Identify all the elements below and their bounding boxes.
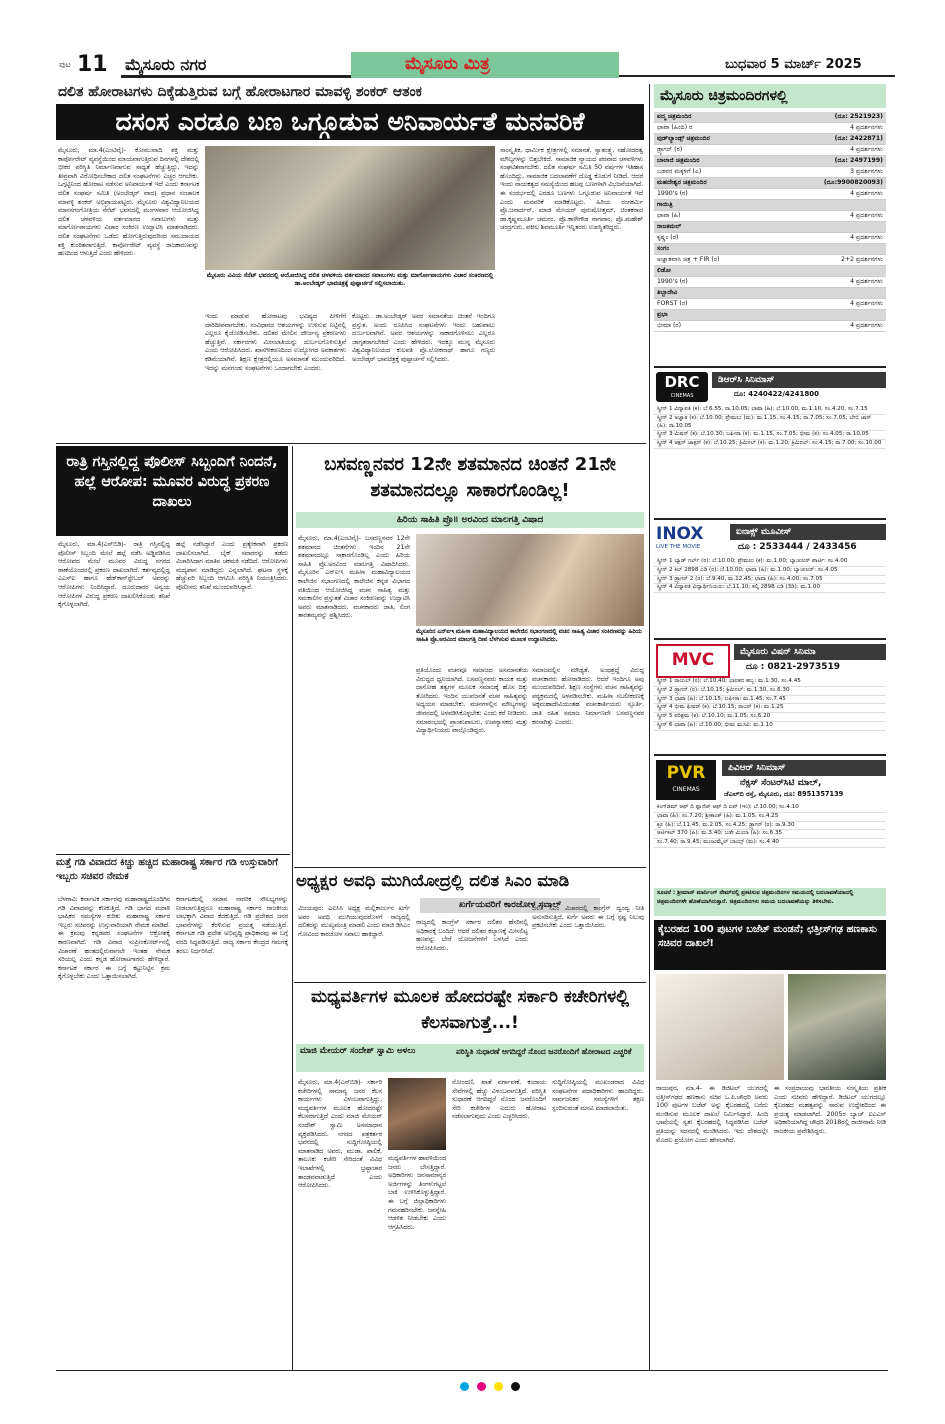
theatre-name: ಛಾವಾ (ಹಿ)	[654, 211, 773, 222]
theatre-row	[654, 233, 886, 244]
theatre-name: ಗಾಯಿತ್ರಿ	[654, 200, 773, 211]
story6-col4: ಸುದ್ದಿಗೋಷ್ಠಿಯಲ್ಲಿ ಮುಖಂಡರಾದ ವಿವಿಧ ಸಂಘಟನೆಗಳ ಪದಾಧಿಕಾರಿಗಳು ಹಾಜರಿದ್ದರು. ಸಾರ್ವಜನಿಕರ ಸಮಸ್ಯೆಗಳಿಗೆ ತಕ್ಷಣ ಸ್ಪಂದಿಸುವಂತೆ ಮನವಿ ಮಾಡಲಾಯಿತು.	[552, 1078, 644, 1112]
theatre-name: ಲಿಡೋ	[654, 266, 773, 277]
story1-kicker: ದಲಿತ ಹೋರಾಟಗಳು ದಿಕ್ಕೆಡುತ್ತಿರುವ ಬಗ್ಗೆ ಹೋರಾಟಗಾರ ಮಾವಳ್ಳಿ ಶಂಕರ್ ಆತಂಕ	[58, 84, 422, 100]
bottom-rule	[56, 1370, 888, 1371]
horizontal-rule-story3	[56, 854, 290, 855]
pvr-logo-text: PVR	[666, 763, 706, 783]
theatre-row	[654, 288, 886, 299]
theatre-row	[654, 200, 886, 211]
page-number: 11	[77, 52, 108, 77]
theatre-name: ಸಂಗಂ	[654, 244, 773, 255]
pvr-showtime-row: ಛಾವಾ (ಹಿ): ಸಂ.7.20; ಶ್ರೀಕಾಂತ್ (ಹಿ): ಮ.1.05, ಸಂ.4.25	[654, 813, 886, 822]
registration-dot	[460, 1382, 469, 1391]
theatre-detail: 4 ಪ್ರದರ್ಶನಗಳು	[773, 145, 886, 156]
theatres-title: ಮೈಸೂರು ಚಿತ್ರಮಂದಿರಗಳಲ್ಲಿ	[660, 88, 788, 104]
pvr-block	[654, 754, 886, 888]
mvc-title-bar	[734, 644, 886, 660]
story4-col2: ಪ್ರತಿಯೊಂದು ವಚನವೂ ಸಮಾಜದ ಅಸಮಾನತೆಯ ವಿರುದ್ಧದ ಧ್ವನಿಯಾಗಿದೆ. ಬಸವಣ್ಣನವರು ಕಾಯಕ ಮತ್ತು ದಾಸೋಹ ತತ್ವಗಳ ಮೂಲಕ ಸಮಾಜಕ್ಕೆ ಹೊಸ ದಿಕ್ಕು ತೋರಿದರು. ಇಂದಿನ ಯುವಜನತೆ ವಚನ ಸಾಹಿತ್ಯವನ್ನು ಅಧ್ಯಯನ ಮಾಡಬೇಕು. ವಚನಗಳಲ್ಲಿನ ಮೌಲ್ಯಗಳನ್ನು ಜೀವನದಲ್ಲಿ ಅಳವಡಿಸಿಕೊಳ್ಳಬೇಕು ಎಂದು ಕರೆ ನೀಡಿದರು. ಸಮಾರಂಭದಲ್ಲಿ ಪ್ರಾಂಶುಪಾಲರು, ಉಪನ್ಯಾಸಕರು ಮತ್ತು ವಿದ್ಯಾರ್ಥಿನಿಯರು ಪಾಲ್ಗೊಂಡಿದ್ದರು.	[416, 666, 528, 735]
theatre-row	[654, 112, 886, 123]
inox-showtime-row: ಸ್ಕ್ರೀನ್ 3 ಡ್ರ್ಯಾಗನ್ 2 (ರ): ಬೆ.9.40, ಮ.12.45; ಛಾವಾ (ಹಿ): ಸಂ.4.00; ಸಂ.7.05	[654, 576, 886, 585]
story7-col2: ಈ ಸಂಪ್ರದಾಯವು ಭಾರತೀಯ ಸಂಸ್ಕೃತಿಯ ಪ್ರತೀಕ ಎಂದು ಸಚಿವರು ಹೇಳಿದ್ದಾರೆ. ಡಿಜಿಟಲ್ ಯುಗದಲ್ಲೂ ಕೈಬರಹದ ಮಹತ್ವವನ್ನು ಸಾರುವ ಉದ್ದೇಶದಿಂದ ಈ ಪ್ರಯತ್ನ ಮಾಡಲಾಗಿದೆ. 2005ರ ಬ್ಯಾಚ್ ಐಎಎಸ್ ಅಧಿಕಾರಿಯಾಗಿದ್ದ ಚೌಧರಿ 2018ರಲ್ಲಿ ರಾಜೀನಾಮೆ ನೀಡಿ ರಾಜಕೀಯ ಪ್ರವೇಶಿಸಿದ್ದರು.	[774, 1084, 886, 1135]
pvr-showtime-row: ಕಿಂಗ್‌ಡಮ್ ಆಫ್ ದಿ ಪ್ಲಾನೆಟ್ ಆಫ್ ದಿ ಏಪ್ (ಇಂ): ಬೆ.10.00; ಸಂ.4.10	[654, 804, 886, 813]
theatre-row	[654, 156, 886, 167]
theatre-detail	[773, 200, 886, 211]
vertical-rule-right	[649, 84, 650, 1370]
drc-schedule	[654, 406, 886, 449]
inox-logo-text: INOX	[656, 524, 704, 544]
drc-showtime-row: ಸ್ಕ್ರೀನ್ 1 ವಿದ್ಯಾಪತಿ (ಕ): ಬೆ.6.55, ರಾ.10.05; ಛಾವಾ (ಹಿ): ಬೆ.10.00, ಮ.1.10, ಸಂ.4.20, ಸಂ.7.15	[654, 406, 886, 415]
theatre-name: ಛಾವಾ (ಹಿಂದಿ) ರ	[654, 123, 773, 134]
header-underline	[619, 75, 895, 77]
story4-headline: ಬಸವಣ್ಣನವರ 12ನೇ ಶತಮಾನದ ಚಿಂತನೆ 21ನೇ ಶತಮಾನದಲ್ಲೂ ಸಾಕಾರಗೊಂಡಿಲ್ಲ!	[324, 454, 616, 501]
story1-headline: ದಸಂಸ ಎರಡೂ ಬಣ ಒಗ್ಗೂಡುವ ಅನಿವಾರ್ಯತೆ ಮನವರಿಕೆ	[56, 104, 644, 140]
theatre-name: ಬಡವರ ಮಕ್ಕಳಿಗೆ (ಎ)	[654, 167, 773, 178]
theatre-name: ಭೀಮಾ (ರ)	[654, 321, 773, 332]
mvc-showtime-row: ಸ್ಕ್ರೀನ್ 2 ಡ್ರ್ಯಾಗನ್ (ರ): ಬೆ.10.15; ಕ್ರಿಮಿನಲ್: ಮ.1.30, ಸಂ.6.30	[654, 687, 886, 696]
inox-showtime-row: ಸ್ಕ್ರೀನ್ 2 ಕಿಲ್ 2898 ಎಡಿ (ರ): ಬೆ.10.00; ಛಾವಾ (ಹಿ): ಮ.1.00; ಬ್ಯಾಚುಲರ್: ಸಂ.4.05	[654, 567, 886, 576]
theatre-row	[654, 178, 886, 189]
theatre-detail: 4 ಪ್ರದರ್ಶನಗಳು	[773, 123, 886, 134]
theatre-name: ರಾಜಕಮಲ್	[654, 222, 773, 233]
theatre-detail	[773, 222, 886, 233]
drc-block	[654, 366, 886, 516]
story5-col3: ದಲಿತ ಸಿಎಂ ವಿಚಾರದಲ್ಲಿ ಕಾಂಗ್ರೆಸ್ ದ್ವಂದ್ವ ನೀತಿ ಅನುಸರಿಸುತ್ತಿದೆ. ಖರ್ಗೆ ಅವರು ಈ ಬಗ್ಗೆ ಸ್ಪಷ್ಟ ನಿಲುವು ಪ್ರಕಟಿಸಬೇಕು ಎಂದು ಒತ್ತಾಯಿಸಿದರು.	[532, 904, 644, 930]
theatre-detail: 4 ಪ್ರದರ್ಶನಗಳು	[773, 321, 886, 332]
theatre-row	[654, 167, 886, 178]
story1-col4: ಸಾಂಸ್ಕೃತಿಕ, ಧಾರ್ಮಿಕ ಕ್ಷೇತ್ರಗಳಲ್ಲಿ ಸಮಾನತೆ, ಸ್ವಾತಂತ್ರ್ಯ, ಸಹೋದರತ್ವ ಮೌಲ್ಯಗಳನ್ನು ಬಿತ್ತಬೇಕಿದೆ. ಸಾಮಾಜಿಕ ನ್ಯಾಯದ ಪರವಾದ ಚಳವಳಿಗಳು ಸಂಘಟಿತವಾಗಬೇಕು. ದಲಿತ ಸಂಘರ್ಷ ಸಮಿತಿ 50 ವರ್ಷಗಳ ಇತಿಹಾಸ ಹೊಂದಿದ್ದು, ಸಾಮಾಜಿಕ ಬದಲಾವಣೆಗೆ ದೊಡ್ಡ ಕೊಡುಗೆ ನೀಡಿದೆ. ಆದರೆ ಇಂದು ನಾಯಕತ್ವದ ಸಮಸ್ಯೆಯಿಂದ ಹಲವು ಬಣಗಳಾಗಿ ವಿಭಜನೆಯಾಗಿದೆ. ಈ ಸಂದರ್ಭದಲ್ಲಿ ಎರಡೂ ಬಣಗಳು ಒಗ್ಗೂಡುವ ಅನಿವಾರ್ಯತೆ ಇದೆ ಎಂದು ಮನವರಿಕೆ ಮಾಡಿಕೊಟ್ಟರು. ಹಿರಿಯ ರಂಗಕರ್ಮಿ ಪ್ರೊ.ಜನಾರ್ದನ್, ಮಾಜಿ ಮೇಯರ್ ಪುರುಷೋತ್ತಮ್, ಚಿಂತಕರಾದ ಡಾ.ಕೃಷ್ಣಮೂರ್ತಿ ಚಮರಂ, ಪ್ರೊ.ಕಾಳೇಗೌಡ ನಾಗವಾರ, ಪ್ರೊ.ಮಹೇಶ್ ಚಂದ್ರಗುರು, ವಕೀಲ ಶಿವಮೂರ್ತಿ ಇನ್ನಿತರರು ಉಪಸ್ಥಿತರಿದ್ದರು.	[500, 146, 643, 232]
story1-col1: ಮೈಸೂರು, ಮಾ.4(ಎಂಟಿವೈ)- ಕೋಮುವಾದಿ ಶಕ್ತಿ ಮತ್ತು ಕಾರ್ಪೋರೇಟ್ ವ್ಯವಸ್ಥೆಯಿಂದ ಮಾಯವಾಗುತ್ತಿರುವ ದಿನಗಳಲ್ಲಿ ದೇಶದಲ್ಲಿ ಭೀಕರ ಪರಿಸ್ಥಿತಿ ನಿರ್ಮಾಣವಾಗುವ ಸಾಧ್ಯತೆ ಹೆಚ್ಚುತ್ತಿದ್ದು, ಇದನ್ನು ತೀವ್ರವಾಗಿ ವಿರೋಧಿಸಬೇಕಾದ ದಲಿತ ಸಂಘಟನೆಗಳು ಎಚ್ಚರ ಆಗಬೇಕು. ಒಗ್ಗಟ್ಟಿನಿಂದ ಹೋರಾಟ ನಡೆಸುವ ಅನಿವಾರ್ಯತೆ ಇದೆ ಎಂದು ಕರ್ನಾಟಕ ದಲಿತ ಸಂಘರ್ಷ ಸಮಿತಿ (ಅಂಬೇಡ್ಕರ್ ವಾದ) ಪ್ರಧಾನ ಸಂಚಾಲಕ ಮಾವಳ್ಳಿ ಶಂಕರ್ ಅಭಿಪ್ರಾಯಪಟ್ಟರು. ಮೈಸೂರು ವಿಶ್ವವಿದ್ಯಾನಿಲಯದ ಮಾನಸಗಂಗೋತ್ರಿಯ ಸೆನೆಟ್ ಭವನದಲ್ಲಿ ಮಂಗಳವಾರ ಆಯೋಜಿಸಿದ್ದ ದಲಿತ ಚಳವಳಿಯ ವರ್ತಮಾನದ ಸವಾಲುಗಳು ಮತ್ತು ಮಾರ್ಗೋಪಾಯಗಳು ವಿಚಾರ ಸಂಕಿರಣ ಉದ್ಘಾಟಿಸಿ ಮಾತನಾಡಿದರು. ದಲಿತ ಸಂಘಟನೆಗಳು ಒಡೆದು ಹೋಗುತ್ತಿರುವುದರಿಂದ ಸಮುದಾಯದ ಶಕ್ತಿ ಕುಂಠಿತವಾಗುತ್ತಿದೆ. ಕಾರ್ಪೋರೇಟ್ ವ್ಯವಸ್ಥೆ ರಾಜಕಾರಣವನ್ನು ಹಣದಿಂದ ಆಳುತ್ತಿದೆ ಎಂದು ಹೇಳಿದರು.	[58, 146, 199, 258]
inox-block	[654, 518, 886, 636]
inox-schedule	[654, 558, 886, 593]
theatre-row	[654, 211, 886, 222]
story4-photo-caption: ಮೈಸೂರಿನ ಎನ್‌ಐಇ ಮಹಿಳಾ ಮಹಾವಿದ್ಯಾಲಯದ ಕಾಲೇಜಿನ ಸಭಾಂಗಣದಲ್ಲಿ ವಚನ ಸಾಹಿತ್ಯ ವಿಚಾರ ಸಂಕಿರಣವನ್ನು ಹಿರಿಯ ಸಾಹಿತಿ ಪ್ರೊ.ಅರವಿಂದ ಮಾಲಗತ್ತಿ ದೀಪ ಬೆಳಗಿಸುವ ಮೂಲಕ ಉದ್ಘಾಟಿಸಿದರು.	[416, 629, 642, 643]
story1-col3: ಕೊಟ್ಟರು. ಡಾ.ಅಂಬೇಡ್ಕರ್ ಅವರ ಸಮಾನತೆಯ ಚಿಂತನೆ ಇಂದಿಗೂ ಪ್ರಸ್ತುತ. ಅಂದು ರೂಪಿಸಿದ ಸಂಘಟನೆಗಳು ಇಂದು ಬಹುಪಾಲು ದುರ್ಬಲವಾಗಿವೆ. ಅವರ ಆಶಯಗಳನ್ನು ಸಾಕಾರಗೊಳಿಸಲು ಎಲ್ಲರೂ ಜಾಗೃತರಾಗಬೇಕಿದೆ ಎಂದು ಹೇಳಿದರು. ಇದಕ್ಕೂ ಮುನ್ನ ಮೈಸೂರು ವಿಶ್ವವಿದ್ಯಾನಿಲಯದ ಕುಲಪತಿ ಪ್ರೊ.ಲೋಕನಾಥ್ ಹಾಗೂ ಗಣ್ಯರು ಅಂಬೇಡ್ಕರ್ ಭಾವಚಿತ್ರಕ್ಕೆ ಪುಷ್ಪಾರ್ಚನೆ ಸಲ್ಲಿಸಿದರು.	[352, 312, 495, 363]
drc-logo-sub: CINEMAS	[670, 393, 694, 399]
story6-portrait	[388, 1078, 446, 1150]
theatre-row	[654, 123, 886, 134]
horizontal-rule-story1	[56, 443, 646, 444]
horizontal-rule-story5	[294, 867, 646, 868]
story7-photo-budget	[656, 974, 784, 1080]
story3-col1: ಬೆಳಗಾವಿ: ಕರ್ನಾಟಕ ಸರ್ಕಾರವು ಮಹಾರಾಷ್ಟ್ರದೊಂದಿಗಿನ ಗಡಿ ವಿವಾದವನ್ನು ಕೆಣಕುತ್ತಿದೆ. ಗಡಿ ಭಾಗದ ಮರಾಠಿ ಭಾಷಿಕರ ಸಮಸ್ಯೆಗಳ ಕುರಿತು ಮಹಾರಾಷ್ಟ್ರ ಸರ್ಕಾರ ಇಬ್ಬರು ಸಚಿವರನ್ನು ಉಸ್ತುವಾರಿಯಾಗಿ ನೇಮಕ ಮಾಡಿದೆ. ಈ ಕ್ರಮವು ಕನ್ನಡಪರ ಸಂಘಟನೆಗಳ ಆಕ್ರೋಶಕ್ಕೆ ಕಾರಣವಾಗಿದೆ. ಗಡಿ ವಿವಾದ ಸುಪ್ರೀಂಕೋರ್ಟ್‌ನಲ್ಲಿ ವಿಚಾರಣೆ ಹಂತದಲ್ಲಿರುವಾಗಲೇ ಇಂತಹ ನೇಮಕ ಸರಿಯಲ್ಲ ಎಂದು ಕನ್ನಡ ಹೋರಾಟಗಾರರು ಹೇಳಿದ್ದಾರೆ. ಕರ್ನಾಟಕ ಸರ್ಕಾರ ಈ ಬಗ್ಗೆ ಕಟ್ಟುನಿಟ್ಟಿನ ಕ್ರಮ ಕೈಗೊಳ್ಳಬೇಕು ಎಂದು ಒತ್ತಾಯಿಸಲಾಗಿದೆ.	[58, 895, 170, 981]
mvc-showtime-row: ಸ್ಕ್ರೀನ್ 3 ಛಾವಾ (ಹಿ): ಬೆ.10.15; ಬಘೀರಾ: ಮ.1.45, ಸಂ.7.45	[654, 696, 886, 705]
story3-headline	[56, 856, 288, 888]
mvc-logo	[656, 644, 730, 678]
inox-title-bar	[730, 524, 886, 540]
inox-logo	[656, 524, 726, 554]
theatre-notice-text: ಸೂಚನೆ : ಶ್ರೀಮಾನ್ ಮಾರ್ನಿಂಗ್ ನೇಮ್‌ನಲ್ಲಿ ಪ್ರಕಟಿಸುವ ಚಿತ್ರಮಂದಿರಗಳ ಸಮಯದಲ್ಲಿ ಬದಲಾವಣೆಯಾದಲ್ಲಿ ಚಿತ್ರಮಂದಿರಗಳೇ ಹೊಣೆಯಾಗಿರುತ್ತಾರೆ. ಚಿತ್ರಮಂದಿರಗಳು ಸಮಯ ಬದಲಾವಣೆಯನ್ನು ತಿಳಿಸಬೇಕು.	[657, 890, 854, 905]
theatres-listing	[654, 112, 886, 332]
theatre-row	[654, 266, 886, 277]
story7-headline: ಕೈಬರಹದ 100 ಪುಟಗಳ ಬಜೆಟ್ ಮಂಡನೆ; ಛತ್ತೀಸ್‌ಗಢ ಹಣಕಾಸು ಸಚಿವರ ದಾಖಲೆ!	[658, 924, 878, 949]
theatre-row	[654, 277, 886, 288]
theatre-name: ವುಡ್‌ಲ್ಯಾಂಡ್ಸ್ ಚಿತ್ರಮಂದಿರ	[654, 134, 773, 145]
drc-showtime-row: ಸ್ಕ್ರೀನ್ 4 ಆಕ್ಷನ್ ಜಾಕ್ಸನ್ (ಕ): ಬೆ.10.25; ಕ್ರಿಮಿನಲ್ (ಕ): ಮ.1.20; ಕ್ರಿಮಿನಲ್: ಸಂ.4.15; ರಾ.7.00; ಸಂ.10.00	[654, 440, 886, 449]
inox-showtime-row: ಸ್ಕ್ರೀನ್ 4 ವಿದ್ಯಾಪತಿ ವಿದ್ಯಾರ್ಥಿನಿಯರು: ಬೆ.11.10; ಕಲ್ಕಿ 2898 ಎಡಿ (3ಡಿ): ಮ.1.00	[654, 584, 886, 593]
theatre-row	[654, 222, 886, 233]
inox-logo-sub: LIVE THE MOVIE	[656, 544, 701, 550]
theatre-detail: 2+2 ಪ್ರದರ್ಶನಗಳು	[773, 255, 886, 266]
drc-logo-text: DRC	[664, 373, 700, 391]
theatre-detail: (ದೂ:9900820093)	[773, 178, 886, 189]
story1-photo	[205, 146, 495, 270]
story3-headline-text: ಮತ್ತೆ ಗಡಿ ವಿವಾದದ ಕಿಚ್ಚು ಹಚ್ಚಿದ ಮಹಾರಾಷ್ಟ್ರ ಸರ್ಕಾರ ಗಡಿ ಉಸ್ತುವಾರಿಗೆ ಇಬ್ಬರು ಸಚಿವರ ನೇಮಕ	[56, 857, 278, 882]
mvc-showtime-row: ಸ್ಕ್ರೀನ್ 6 ಛಾವಾ (ಹಿ): ಬೆ.10.00; ಭೀಮ ಮೂವಿ: ಮ.1.10	[654, 722, 886, 731]
theatre-row	[654, 321, 886, 332]
theatres-table	[654, 112, 886, 362]
story6-headline: ಮಧ್ಯವರ್ತಿಗಳ ಮೂಲಕ ಹೋದರಷ್ಟೇ ಸರ್ಕಾರಿ ಕಚೇರಿಗಳಲ್ಲಿ ಕೆಲಸವಾಗುತ್ತೆ...!	[310, 987, 630, 1033]
theatre-row	[654, 244, 886, 255]
story1-photo-caption: ಮೈಸೂರು ವಿವಿಯ ಸೆನೆಟ್ ಭವನದಲ್ಲಿ ಆಯೋಜಿಸಿದ್ದ ದಲಿತ ಚಳವಳಿಯ ವರ್ತಮಾನದ ಸವಾಲುಗಳು ಮತ್ತು ಮಾರ್ಗೋಪಾಯಗಳು ವಿಚಾರ ಸಂಕಿರಣದಲ್ಲಿ ಡಾ.ಅಂಬೇಡ್ಕರ್ ಭಾವಚಿತ್ರಕ್ಕೆ ಪುಷ್ಪಾರ್ಚನೆ ಸಲ್ಲಿಸಲಾಯಿತು.	[206, 272, 494, 287]
registration-marks	[430, 1376, 550, 1388]
theatre-name: ತಿಬ್ಬಾದೇವಿ	[654, 288, 773, 299]
section-name: ಮೈಸೂರು ನಗರ	[125, 55, 207, 74]
story5-subhead: ಖರ್ಗೆಯವರಿಗೆ ಕಾರಜೋಳ ಸವಾಲ್	[458, 900, 562, 910]
drc-showtime-row: ಸ್ಕ್ರೀನ್ 3 ಮಿಷನ್ (ಕ): ಬೆ.10.30; ಬಘೀರಾ (ಕ): ಮ.1.15, ಸಂ.7.05; ಭೀಮ (ಕ): ಸಂ.4.05; ರಾ.10.05	[654, 431, 886, 440]
story6-col1: ಮೈಸೂರು, ಮಾ.4(ಎಸ್‌ಬಿಡಿ)- ಸರ್ಕಾರಿ ಕಚೇರಿಗಳಲ್ಲಿ ಸಾಮಾನ್ಯ ಜನರ ಕೆಲಸ ಕಾರ್ಯಗಳು ವಿಳಂಬವಾಗುತ್ತಿದ್ದು, ಮಧ್ಯವರ್ತಿಗಳ ಮೂಲಕ ಹೋದರಷ್ಟೇ ಕೆಲಸವಾಗುತ್ತಿದೆ ಎಂದು ಮಾಜಿ ಮೇಯರ್ ಸಂದೇಶ್ ಸ್ವಾಮಿ ಅಸಮಾಧಾನ ವ್ಯಕ್ತಪಡಿಸಿದರು. ನಗರದ ಪತ್ರಕರ್ತರ ಭವನದಲ್ಲಿ ಸುದ್ದಿಗೋಷ್ಠಿಯಲ್ಲಿ ಮಾತನಾಡಿದ ಅವರು, ಮುಡಾ, ಪಾಲಿಕೆ, ತಾಲೂಕು ಕಚೇರಿ ಸೇರಿದಂತೆ ವಿವಿಧ ಇಲಾಖೆಗಳಲ್ಲಿ ಭ್ರಷ್ಟಾಚಾರ ತಾಂಡವವಾಡುತ್ತಿದೆ ಎಂದು ಆರೋಪಿಸಿದರು.	[298, 1078, 382, 1190]
pvr-logo-sub: CINEMAS	[672, 786, 700, 793]
theatre-detail: 4 ಪ್ರದರ್ಶನಗಳು	[773, 233, 886, 244]
theatre-name: ಪದ್ಮ ಚಿತ್ರಮಂದಿರ	[654, 112, 773, 123]
theatre-detail: 4 ಪ್ರದರ್ಶನಗಳು	[773, 189, 886, 200]
inox-showtime-row: ಸ್ಕ್ರೀನ್ 1 ಬ್ಯಾಡ್ ಗರ್ಲ್ (ರ): ಬೆ.10.00; ಪ್ರೇಮಲು (ಕ): ಮ.1.00; ಬ್ಯಾಚುಲರ್ ಪಾರ್ಟಿ: ಸಂ.4.00	[654, 558, 886, 567]
story4-col1: ಮೈಸೂರು, ಮಾ.4(ಎಂಟಿವೈ)- ಬಸವಣ್ಣನವರ 12ನೇ ಶತಮಾನದ ಚಿಂತನೆಗಳು ಇಂದಿನ 21ನೇ ಶತಮಾನದಲ್ಲೂ ಸಾಕಾರಗೊಂಡಿಲ್ಲ ಎಂದು ಹಿರಿಯ ಸಾಹಿತಿ ಪ್ರೊ.ಅರವಿಂದ ಮಾಲಗತ್ತಿ ವಿಷಾದಿಸಿದರು. ಮೈಸೂರಿನ ಎನ್‌ಐಇ ಮಹಿಳಾ ಮಹಾವಿದ್ಯಾಲಯದ ಕಾಲೇಜಿನ ಸಭಾಂಗಣದಲ್ಲಿ ಕಾಲೇಜಿನ ಕನ್ನಡ ವಿಭಾಗದ ವತಿಯಿಂದ ಆಯೋಜಿಸಿದ್ದ ವಚನ ಸಾಹಿತ್ಯ ಮತ್ತು ಸಮಕಾಲೀನ ಪ್ರಸ್ತುತತೆ ವಿಚಾರ ಸಂಕಿರಣವನ್ನು ಉದ್ಘಾಟಿಸಿ ಅವರು ಮಾತನಾಡಿದರು. ವಚನಕಾರರು ಜಾತಿ, ಲಿಂಗ ತಾರತಮ್ಯವನ್ನು ಪ್ರಶ್ನಿಸಿದರು.	[298, 534, 410, 620]
mvc-block	[654, 638, 886, 752]
vertical-rule-left	[292, 446, 293, 1370]
story6-sub1: ಮಾಜಿ ಮೇಯರ್ ಸಂದೇಶ್ ಸ್ವಾಮಿ ಅಳಲು	[300, 1046, 416, 1056]
mvc-showtime-row: ಸ್ಕ್ರೀನ್ 1 ರಾಯಲ್ (ರ): ಬೆ.10.40; ಭಾರತದ ಹಬ್ಬ: ಮ.1.30, ಸಂ.4.45	[654, 678, 886, 687]
drc-logo	[656, 372, 708, 402]
pvr-showtime-row: ಸಂ.7.40; ರಾ.9.45; ಮಂಜುಮ್ಮೆಲ್ ಬಾಯ್ಸ್ (ಮ): ಸಂ.4.40	[654, 839, 886, 848]
theatre-detail: 4 ಪ್ರದರ್ಶನಗಳು	[773, 211, 886, 222]
story4-photo	[416, 534, 644, 626]
page-label: ಪುಟ	[59, 60, 71, 69]
theatre-name: ಪ್ರಭಾ	[654, 310, 773, 321]
section-underline	[121, 75, 351, 78]
theatre-detail	[773, 310, 886, 321]
theatre-name: ಕೃಷ್ಣಂ (ರ)	[654, 233, 773, 244]
story5-col2: ರಾಜ್ಯದಲ್ಲಿ ಕಾಂಗ್ರೆಸ್ ಸರ್ಕಾರ ದಲಿತರ ಹೆಸರಿನಲ್ಲಿ ಅಧಿಕಾರಕ್ಕೆ ಬಂದಿದೆ. ಆದರೆ ದಲಿತರ ಕಲ್ಯಾಣಕ್ಕೆ ಮೀಸಲಿಟ್ಟ ಹಣವನ್ನು ಬೇರೆ ಯೋಜನೆಗಳಿಗೆ ಬಳಸಿದೆ ಎಂದು ಆರೋಪಿಸಿದರು.	[416, 918, 528, 952]
drc-phone: ದೂ: 4240422/4241800	[734, 390, 819, 398]
theatre-detail: (ದೂ: 2422871)	[773, 134, 886, 145]
theatre-detail	[773, 266, 886, 277]
theatre-name: ಬಾಲಾಜಿ ಚಿತ್ರಮಂದಿರ	[654, 156, 773, 167]
theatres-header	[654, 84, 886, 108]
theatre-detail: (ದೂ: 2521923)	[773, 112, 886, 123]
theatre-detail: 3 ಪ್ರದರ್ಶನಗಳು	[773, 167, 886, 178]
mvc-phone: ದೂ : 0821-2973519	[746, 662, 841, 672]
drc-showtime-row: ಸ್ಕ್ರೀನ್ 2 ಅಜ್ಞಾತ (ಕ): ಬೆ.10.00; ಪ್ರೇಮಲು (ಮ): ಮ.1.15, ಸಂ.4.15; ರಾ.7.05; ಸಂ.7.05; ಬೇಬಿ ಜಾನ್ (ಹಿ): ರಾ.10.05	[654, 415, 886, 432]
pvr-showtime-row: ಕ್ರೂ (ಹಿ): ಬೆ.11.45, ಮ.2.05, ಸಂ.4.25; ಡ್ರ್ಯಾಗನ್ (ರ): ರಾ.9.30	[654, 822, 886, 831]
mvc-logo-text: MVC	[671, 650, 715, 670]
horizontal-rule-story6	[294, 982, 646, 983]
theatre-detail	[773, 244, 886, 255]
mvc-title: ಮೈಸೂರು ವಿಷನ್ ಸಿನಿಮಾ	[740, 647, 816, 657]
story4-subhead: ಹಿರಿಯ ಸಾಹಿತಿ ಪ್ರೊ॥ ಅರವಿಂದ ಮಾಲಗತ್ತಿ ವಿಷಾದ	[396, 515, 544, 525]
story2-col1: ಮೈಸೂರು, ಮಾ.4(ಎಸ್‌ಬಿಡಿ)- ರಾತ್ರಿ ಗಸ್ತಿನಲ್ಲಿದ್ದ ಪೊಲೀಸ್ ಸಿಬ್ಬಂದಿ ಮೇಲೆ ಹಲ್ಲೆ ನಡೆಸಿ ಅಡ್ಡಿಪಡಿಸಿದ ಆರೋಪದ ಮೇಲೆ ಮೂವರ ವಿರುದ್ಧ ನಗರದ ಠಾಣೆಯೊಂದರಲ್ಲಿ ಪ್ರಕರಣ ದಾಖಲಾಗಿದೆ. ಕರ್ತವ್ಯದಲ್ಲಿದ್ದ ಎಎಸ್‌ಐ ಹಾಗೂ ಹೆಡ್‌ಕಾನ್‌ಸ್ಟೇಬಲ್ ಅವರನ್ನು ಆರೋಪಿಗಳು ನಿಂದಿಸಿದ್ದಾರೆ. ದೂರುದಾರರ ಅನ್ವಯ ಆರೋಪಿಗಳ ವಿರುದ್ಧ ಪ್ರಕರಣ ದಾಖಲಿಸಿಕೊಂಡು ತನಿಖೆ ಕೈಗೊಳ್ಳಲಾಗಿದೆ.	[58, 540, 170, 609]
mvc-schedule	[654, 678, 886, 731]
story6-sub2: ಪರಿಸ್ಥಿತಿ ಸುಧಾರಣೆ ಆಗದಿದ್ದರೆ ನೊಂದ ಜನರೊಂದಿಗೆ ಹೋರಾಟದ ಎಚ್ಚರಿಕೆ	[456, 1047, 632, 1056]
pvr-schedule	[654, 804, 886, 848]
registration-dot	[494, 1382, 503, 1391]
story4-col3: ಸಮಾಜದಲ್ಲಿನ ಮೌಢ್ಯತೆ, ಅಂಧಶ್ರದ್ಧೆ ವಿರುದ್ಧ ವಚನಕಾರರು ಹೋರಾಡಿದರು. ಆದರೆ ಇಂದಿಗೂ ಅವು ಮುಂದುವರಿದಿವೆ. ಶಿಕ್ಷಣ ಸಂಸ್ಥೆಗಳು ವಚನ ಸಾಹಿತ್ಯವನ್ನು ಪಠ್ಯಕ್ರಮದಲ್ಲಿ ಅಳವಡಿಸಬೇಕು. ಮಹಿಳಾ ಸಬಲೀಕರಣಕ್ಕೆ ಅಕ್ಕಮಹಾದೇವಿಯಂತಹ ವಚನಕಾರ್ತಿಯರು ಸ್ಫೂರ್ತಿ. ಜಾತಿ ರಹಿತ ಸಮಾಜ ನಿರ್ಮಾಣವೇ ಬಸವಣ್ಣನವರ ಕನಸಾಗಿತ್ತು ಎಂದರು.	[532, 666, 644, 726]
story2-col2: ಹಲ್ಲೆ ನಡೆಸಿದ್ದಾರೆ ಎಂದು ಪ್ರತ್ಯೇಕವಾಗಿ ಪ್ರಕರಣ ದಾಖಲಿಸಲಾಗಿದೆ. ಬೈಕ್ ಸವಾರರನ್ನು ತಡೆದು ವಿಚಾರಿಸಿದಾಗ ಮಾತಿನ ಚಕಮಕಿ ನಡೆದಿದೆ. ಆರೋಪಿಗಳು ಮದ್ಯಪಾನ ಮಾಡಿದ್ದರು ಎನ್ನಲಾಗಿದೆ. ಘಟನಾ ಸ್ಥಳಕ್ಕೆ ಹೆಚ್ಚುವರಿ ಸಿಬ್ಬಂದಿ ಆಗಮಿಸಿ ಪರಿಸ್ಥಿತಿ ನಿಯಂತ್ರಿಸಿದರು. ಪೊಲೀಸರು ತನಿಖೆ ಮುಂದುವರಿಸಿದ್ದಾರೆ.	[176, 540, 288, 591]
story6-sub-bar	[296, 1044, 644, 1072]
theatre-row	[654, 134, 886, 145]
story3-col2: ಕರ್ನಾಟಕದಲ್ಲಿ ಸಮಾನ ನಾಗರಿಕ ಸೌಲಭ್ಯಗಳನ್ನು ನೀಡಲಾಗುತ್ತಿದ್ದರೂ ಮಹಾರಾಷ್ಟ್ರ ಸರ್ಕಾರ ರಾಜಕೀಯ ಲಾಭಕ್ಕಾಗಿ ವಿವಾದ ಕೆದಕುತ್ತಿದೆ. ಗಡಿ ಪ್ರದೇಶದ ಜನರ ಭಾವನೆಗಳನ್ನು ಕೆರಳಿಸುವ ಪ್ರಯತ್ನ ನಡೆಯುತ್ತಿದೆ. ಕರ್ನಾಟಕ ಗಡಿ ಪ್ರದೇಶ ಅಭಿವೃದ್ಧಿ ಪ್ರಾಧಿಕಾರವು ಈ ಬಗ್ಗೆ ವರದಿ ಸಿದ್ಧಪಡಿಸುತ್ತಿದೆ. ರಾಜ್ಯ ಸರ್ಕಾರ ಕೇಂದ್ರದ ಗಮನಕ್ಕೆ ತರಲು ನಿರ್ಧರಿಸಿದೆ.	[176, 895, 288, 955]
story6-col3: ನೋಂದಣಿ, ಖಾತೆ ವರ್ಗಾವಣೆ, ಕಂದಾಯ ಸೇವೆಗಳಲ್ಲಿ ಹೆಚ್ಚು ವಿಳಂಬವಾಗುತ್ತಿದೆ. ಪರಿಸ್ಥಿತಿ ಸುಧಾರಣೆ ಆಗದಿದ್ದರೆ ನೊಂದ ಜನರೊಂದಿಗೆ ಸೇರಿ ಕಚೇರಿಗಳ ಎದುರು ಹೋರಾಟ ನಡೆಸಲಾಗುವುದು ಎಂದು ಎಚ್ಚರಿಸಿದರು.	[452, 1078, 546, 1121]
story7-col1: ರಾಯಪುರ, ಮಾ.4- ಈ ಡಿಜಿಟಲ್ ಯುಗದಲ್ಲಿ ಛತ್ತೀಸ್‌ಗಢದ ಹಣಕಾಸು ಸಚಿವ ಒ.ಪಿ.ಚೌಧರಿ ಅವರು 100 ಪುಟಗಳ ಬಜೆಟ್ ಅನ್ನು ಕೈಬರಹದಲ್ಲಿ ಬರೆದು ಮಂಡಿಸುವ ಮೂಲಕ ದಾಖಲೆ ನಿರ್ಮಿಸಿದ್ದಾರೆ. ಹಿಂದಿ ಭಾಷೆಯಲ್ಲಿ ಸ್ವತಃ ಕೈಬರಹದಲ್ಲಿ ಸಿದ್ಧಪಡಿಸಿದ ಬಜೆಟ್ ಪ್ರತಿಯನ್ನು ಸದನದಲ್ಲಿ ಮಂಡಿಸಿದರು. ಇದು ದೇಶದಲ್ಲೇ ಮೊದಲ ಪ್ರಯೋಗ ಎಂದು ಹೇಳಲಾಗಿದೆ.	[656, 1084, 768, 1144]
pvr-title-bar	[722, 760, 886, 776]
theatre-row	[654, 189, 886, 200]
issue-date: ಬುಧವಾರ 5 ಮಾರ್ಚ್ 2025	[725, 57, 862, 72]
story4-subhead-bar	[296, 512, 644, 528]
theatre-name: ಮಹದೇಶ್ವರ ಚಿತ್ರಮಂದಿರ	[654, 178, 773, 189]
story2-headline-box	[56, 446, 288, 536]
theatre-detail: 4 ಪ್ರದರ್ಶನಗಳು	[773, 299, 886, 310]
theatre-detail: (ದೂ: 2497199)	[773, 156, 886, 167]
theatre-row	[654, 310, 886, 321]
theatre-row	[654, 299, 886, 310]
theatre-name: 1990's (ರ)	[654, 189, 773, 200]
pvr-logo	[656, 760, 716, 800]
drc-title-bar	[712, 372, 886, 388]
header-bar	[55, 52, 895, 78]
theatre-name: FORST (ರ)	[654, 299, 773, 310]
registration-dot	[511, 1382, 520, 1391]
theatre-row	[654, 255, 886, 266]
pvr-address: ಜೆಎಲ್‌ಬಿ ರಸ್ತೆ, ಮೈಸೂರು, ದೂ: 8951357139	[724, 790, 844, 798]
pvr-subtitle: ನೆಕ್ಸಸ್ ಸೆಂಟರ್‌ಸಿಟಿ ಮಾಲ್,	[740, 778, 822, 788]
inox-title: ಐನಾಕ್ಸ್ ಮೂವೀಸ್	[736, 527, 792, 537]
mvc-showtime-row: ಸ್ಕ್ರೀನ್ 5 ಪರಿಶ್ರಮ (ಕ): ಬೆ.10.10; ಮ.1.05; ಸಂ.6.20	[654, 713, 886, 722]
registration-dot	[477, 1382, 486, 1391]
theatre-name: ಡ್ರ್ಯಾಗನ್ (ರ)	[654, 145, 773, 156]
theatre-row	[654, 145, 886, 156]
theatre-detail: 4 ಪ್ರದರ್ಶನಗಳು	[773, 277, 886, 288]
inox-phone: ದೂ : 2533444 / 2433456	[738, 542, 857, 552]
theatre-name: 1990's (ರ)	[654, 277, 773, 288]
theatre-notice	[654, 888, 886, 916]
story5-col1: ವಿಜಯಪುರ: ಎಐಸಿಸಿ ಅಧ್ಯಕ್ಷ ಮಲ್ಲಿಕಾರ್ಜುನ ಖರ್ಗೆ ಅವರ ಅವಧಿ ಮುಗಿಯುವುದರೊಳಗೆ ರಾಜ್ಯದಲ್ಲಿ ದಲಿತರನ್ನು ಮುಖ್ಯಮಂತ್ರಿ ಮಾಡಲಿ ಎಂದು ಮಾಜಿ ಡಿಸಿಎಂ ಗೋವಿಂದ ಕಾರಜೋಳ ಸವಾಲು ಹಾಕಿದ್ದಾರೆ.	[298, 904, 410, 938]
theatre-name: ಅಜ್ಞಾತವಾಸಿ ಚಿತ್ರ + FIR (ರ)	[654, 255, 773, 266]
pvr-title: ಪಿವಿಆರ್ ಸಿನಿಮಾಸ್	[728, 763, 786, 773]
drc-title: ಡಿಆರ್‌ಸಿ ಸಿನಿಮಾಸ್	[718, 375, 775, 385]
story7-headline-box	[654, 920, 886, 970]
masthead: ಮೈಸೂರು ಮಿತ್ರ	[405, 54, 490, 74]
story1-col2: ಇಂದು ಮಾಡುವ ಹೋರಾಟವು ಭವಿಷ್ಯದ ಪೀಳಿಗೆಗೆ ದಾರಿದೀಪವಾಗಬೇಕು. ಸಂವಿಧಾನದ ಆಶಯಗಳನ್ನು ಉಳಿಸುವ ನಿಟ್ಟಿನಲ್ಲಿ ಎಲ್ಲರೂ ಕೈಜೋಡಿಸಬೇಕು. ದಲಿತರ ಮೇಲಿನ ದೌರ್ಜನ್ಯ ಪ್ರಕರಣಗಳು ಹೆಚ್ಚುತ್ತಿವೆ. ಸರ್ಕಾರಗಳು ಮೀಸಲಾತಿಯನ್ನು ದುರ್ಬಲಗೊಳಿಸುತ್ತಿವೆ ಎಂದು ಆರೋಪಿಸಿದರು. ಖಾಸಗೀಕರಣದಿಂದ ಉದ್ಯೋಗದ ಅವಕಾಶಗಳು ಕಡಿಮೆಯಾಗಿವೆ. ಶಿಕ್ಷಣ ಕ್ಷೇತ್ರದಲ್ಲಿಯೂ ಅಸಮಾನತೆ ಮುಂದುವರಿದಿದೆ. ಇದನ್ನು ಮನಗಂಡು ಸಂಘಟನೆಗಳು ಒಂದಾಗಬೇಕು ಎಂದರು.	[205, 312, 346, 372]
pvr-showtime-row: ಆರ್ಟಿಕಲ್ 370 (ಹಿ): ಮ.3.40; ಬಡೇ ಮಿಯಾ (ಹಿ): ಸಂ.6.35	[654, 830, 886, 839]
mvc-showtime-row: ಸ್ಕ್ರೀನ್ 4 ಭೀಮ ಫೀವರ್ (ಕ): ಬೆ.10.15; ರಾಬರ್ (ಕ): ಮ.1.25	[654, 704, 886, 713]
theatre-detail	[773, 288, 886, 299]
story2-headline: ರಾತ್ರಿ ಗಸ್ತಿನಲ್ಲಿದ್ದ ಪೊಲೀಸ್ ಸಿಬ್ಬಂದಿಗೆ ನಿಂದನೆ, ಹಲ್ಲೆ ಆರೋಪ: ಮೂವರ ವಿರುದ್ಧ ಪ್ರಕರಣ ದಾಖಲು	[66, 454, 278, 510]
story5-headline: ಅಧ್ಯಕ್ಷರ ಅವಧಿ ಮುಗಿಯೋದ್ರಲ್ಲಿ ದಲಿತ ಸಿಎಂ ಮಾಡಿ	[296, 871, 570, 890]
story6-col2: ಮಧ್ಯವರ್ತಿಗಳ ಹಾವಳಿಯಿಂದ ಜನರು ಬೇಸತ್ತಿದ್ದಾರೆ. ಅಧಿಕಾರಿಗಳು ಜನಸಾಮಾನ್ಯರ ಅರ್ಜಿಗಳನ್ನು ತಿಂಗಳುಗಟ್ಟಲೆ ಬಾಕಿ ಉಳಿಸಿಕೊಳ್ಳುತ್ತಿದ್ದಾರೆ. ಈ ಬಗ್ಗೆ ಜಿಲ್ಲಾಧಿಕಾರಿಗಳು ಗಮನಹರಿಸಬೇಕು. ಜನಸ್ನೇಹಿ ಆಡಳಿತ ನೀಡಬೇಕು ಎಂದು ಆಗ್ರಹಿಸಿದರು.	[388, 1154, 446, 1231]
story7-photo-minister	[788, 974, 886, 1080]
